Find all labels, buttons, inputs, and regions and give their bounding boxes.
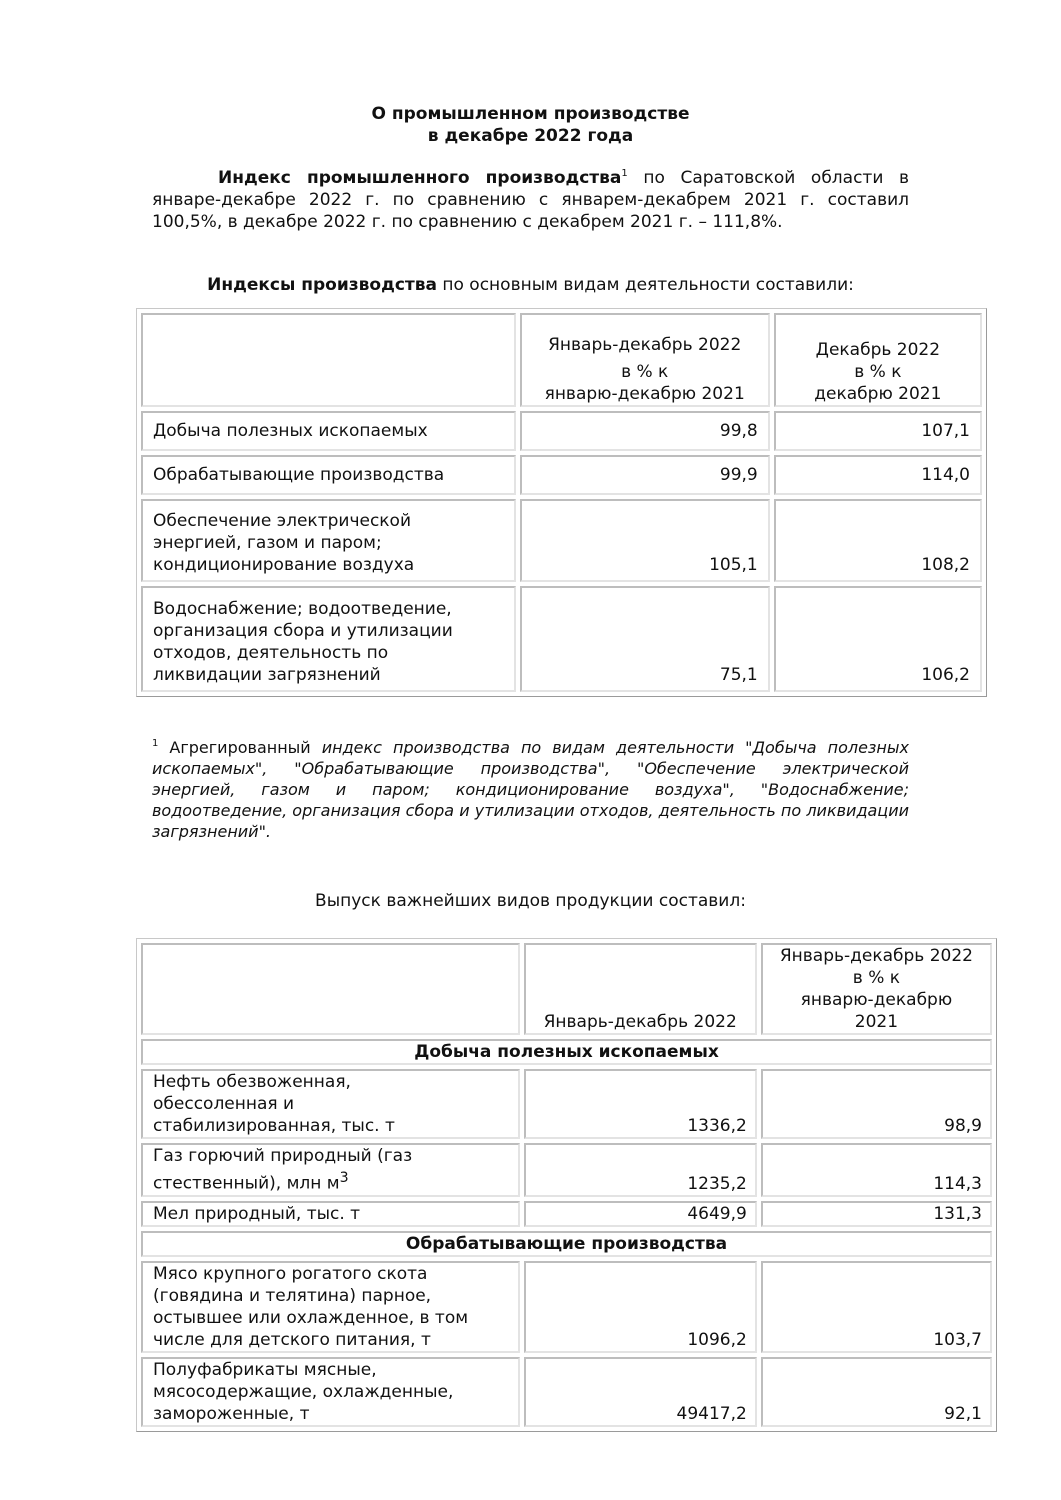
footnote-upright-text: Агрегированный: [169, 738, 311, 757]
row-label: [141, 1357, 520, 1427]
row-pct: 103,7: [761, 1261, 992, 1353]
footnote-mark: 1: [621, 168, 628, 179]
row-value: 49417,2: [524, 1357, 757, 1427]
row-dec-value: 107,1: [774, 411, 982, 451]
header-line: декабрю 2021: [814, 384, 942, 404]
row-label: [141, 1201, 520, 1227]
header-empty-cell: [141, 943, 520, 1035]
header-jan-dec: [520, 313, 770, 407]
table-row: [141, 1261, 992, 1353]
header-line: в % к: [854, 362, 902, 382]
label-line: Добыча полезных ископаемых: [153, 421, 428, 441]
label-line: Нефть обезвоженная,: [153, 1072, 351, 1092]
row-pct: 114,3: [761, 1143, 992, 1197]
footnote: [152, 737, 909, 842]
section-row: [141, 1039, 992, 1065]
label-line: остывшее или охлажденное, в том: [153, 1307, 469, 1328]
header-line: Январь-декабрь 2022: [779, 946, 973, 966]
row-value: 4649,9: [524, 1201, 757, 1227]
header-jan-dec-value: [524, 943, 757, 1035]
document-title: [0, 103, 1061, 147]
table-row: [141, 499, 982, 582]
row-value: 1096,2: [524, 1261, 757, 1353]
intro-bold-lead: Индекс промышленного производства: [218, 168, 622, 188]
unit-superscript: 3: [339, 1170, 349, 1186]
label-line: Газ горючий природный (газ: [153, 1146, 413, 1166]
header-empty-cell: [141, 313, 516, 407]
header-line: Январь-декабрь 2022: [548, 335, 742, 355]
header-line: Декабрь 2022: [815, 340, 941, 360]
row-value: 1235,2: [524, 1143, 757, 1197]
section-title-mining: Добыча полезных ископаемых: [141, 1039, 992, 1065]
label-line: ликвидации загрязнений: [153, 665, 381, 685]
label-line: мясосодержащие, охлажденные,: [153, 1381, 454, 1402]
label-line: Водоснабжение; водоотведение,: [153, 599, 452, 619]
row-label: [141, 1069, 520, 1139]
row-label: [141, 499, 516, 582]
footnote-number: 1: [152, 738, 159, 749]
label-line: энергией, газом и паром;: [153, 533, 382, 553]
title-line-2: в декабре 2022 года: [427, 126, 634, 146]
label-line: Обеспечение электрической: [153, 511, 412, 531]
label-line: кондиционирование воздуха: [153, 555, 415, 575]
header-line: в % к: [621, 362, 669, 382]
row-jan-dec-value: 99,8: [520, 411, 770, 451]
intro-paragraph: [152, 167, 909, 233]
table-row: [141, 1069, 992, 1139]
table-row: [141, 1143, 992, 1197]
label-line: стабилизированная, тыс. т: [153, 1116, 395, 1136]
header-line: январю-декабрю: [800, 990, 953, 1010]
row-label: [141, 1261, 520, 1353]
label-line: числе для детского питания, т: [153, 1329, 431, 1350]
table-row: [141, 455, 982, 495]
row-label: [141, 1143, 520, 1197]
indices-table: [136, 308, 987, 697]
row-dec-value: 108,2: [774, 499, 982, 582]
header-jan-dec-pct: [761, 943, 992, 1035]
row-value: 1336,2: [524, 1069, 757, 1139]
indices-caption-bold: Индексы производства: [207, 275, 437, 295]
label-line: организация сбора и утилизации: [153, 621, 453, 641]
table-row: [141, 1357, 992, 1427]
row-jan-dec-value: 105,1: [520, 499, 770, 582]
row-pct: 131,3: [761, 1201, 992, 1227]
row-label: [141, 586, 516, 692]
header-dec: [774, 313, 982, 407]
section-title-manufacturing: Обрабатывающие производства: [141, 1231, 992, 1257]
table-row: [141, 586, 982, 692]
row-jan-dec-value: 99,9: [520, 455, 770, 495]
label-line: замороженные, т: [153, 1403, 310, 1424]
row-dec-value: 106,2: [774, 586, 982, 692]
title-line-1: О промышленном производстве: [371, 104, 690, 124]
header-line: в % к: [852, 968, 901, 988]
footnote-italic-text: индекс производства по видам деятельности "Добыча полезных ископаемых", "Обрабатывающие производства", "Обеспечение электрической энергией, газом и паром; кондиционирование воздуха", "Водоснабжение; водоотведение, организация сбора и утилизации отходов, деятельность по ликвидации загрязнений".: [152, 738, 909, 841]
output-table: [136, 938, 997, 1432]
row-label: [141, 411, 516, 451]
row-pct: 98,9: [761, 1069, 992, 1139]
row-dec-value: 114,0: [774, 455, 982, 495]
table-row: [141, 411, 982, 451]
section-row: [141, 1231, 992, 1257]
indices-caption-rest: по основным видам деятельности составили:: [436, 275, 854, 295]
table-row: [141, 1201, 992, 1227]
indices-caption: [0, 274, 1061, 296]
label-line: отходов, деятельность по: [153, 643, 389, 663]
row-label: [141, 455, 516, 495]
label-text: стественный), млн м: [153, 1173, 340, 1194]
header-line: 2021: [854, 1012, 899, 1032]
label-line: Полуфабрикаты мясные,: [153, 1359, 377, 1380]
label-line: Мясо крупного рогатого скота: [153, 1263, 428, 1284]
label-line: Обрабатывающие производства: [153, 465, 445, 485]
label-line: Мел природный, тыс. т: [153, 1203, 361, 1224]
label-line: обессоленная и: [153, 1094, 295, 1114]
row-pct: 92,1: [761, 1357, 992, 1427]
label-line: (говядина и телятина) парное,: [153, 1285, 432, 1306]
table-header-row: [141, 313, 982, 407]
row-jan-dec-value: 75,1: [520, 586, 770, 692]
intro-text: по Саратовской области в январе-декабре 2022 г. по сравнению с январем-декабрем 2021 г. составил 100,5%, в декабре 2022 г. по сравнению с декабрем 2021 г. – 111,8%.: [152, 168, 909, 232]
output-caption: Выпуск важнейших видов продукции составил:: [315, 891, 746, 911]
label-line: [153, 1167, 508, 1195]
header-line: Январь-декабрь 2022: [543, 1012, 737, 1032]
table-header-row: [141, 943, 992, 1035]
header-line: январю-декабрю 2021: [544, 384, 745, 404]
